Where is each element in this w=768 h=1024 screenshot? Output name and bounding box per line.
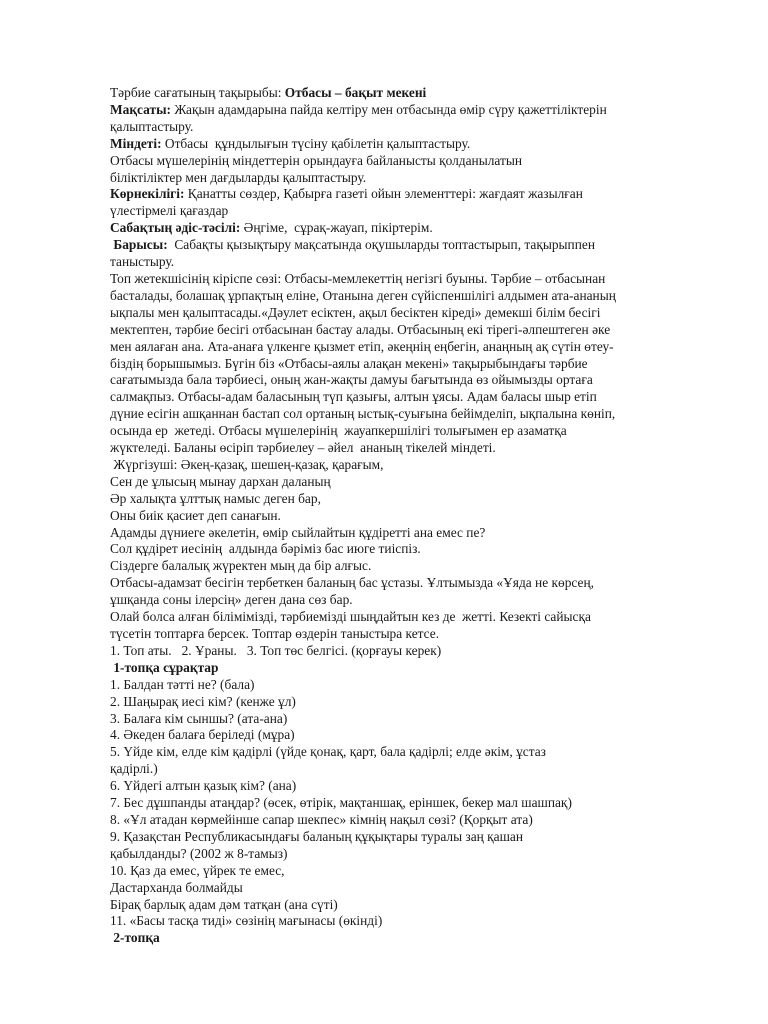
- paragraph-line: мен аялаған ана. Ата-анаға үлкенге қызмет етіп, әкеңнің еңбегін, анаңның ақ сүтін өтеу-: [110, 338, 614, 354]
- task-line: [110, 136, 710, 153]
- poem-line: Олай болса алған білімімізді, тәрбиемізді шыңдайтын кез де жетті. Кезекті сайысқа: [110, 609, 591, 625]
- poem-line: 1. Топ аты. 2. Ұраны. 3. Топ төс белгісі. (қорғауы керек): [110, 642, 442, 658]
- title-label: Тәрбие сағатының тақырыбы:: [110, 85, 285, 100]
- method-text: Әңгіме, сұрақ-жауап, пікіртерім.: [240, 220, 433, 236]
- question-line: 9. Қазақстан Республикасындағы баланың құқықтары туралы заң қашан: [110, 828, 524, 844]
- paragraph-line: жүктеледі. Баланы өсіріп тәрбиелеу – әйел ананың тікелей міндеті.: [110, 440, 496, 456]
- question-line: 11. «Басы тасқа тиді» сөзінің мағынасы (өкінді): [110, 913, 383, 929]
- paragraph-line: мектептен, тәрбие бесігі отбасынан бастау алады. Отбасының екі тірегі-әлпештеген әке: [110, 321, 611, 337]
- visual-label: Көрнекілігі:: [110, 186, 185, 202]
- paragraph-line: дүние есігін ашқаннан бастап сол ортаның ыстық-суығына бейімделіп, ықпалына көніп,: [110, 406, 616, 422]
- method-line: [110, 220, 710, 237]
- course-label: Барысы:: [110, 237, 168, 253]
- paragraph-line: салмақпыз. Отбасы-адам баласының түп қазығы, алтын ұясы. Адам баласы шыр етіп: [110, 389, 597, 405]
- question-line: 4. Әкеден балаға беріледі (мұра): [110, 727, 295, 743]
- poem-line: Жүргізуші: Әкең-қазақ, шешең-қазақ, қарағым,: [110, 456, 384, 472]
- paragraph-line: біздің борышымыз. Бүгін біз «Отбасы-аялы алақан мекені» тақырыбындағы тәрбие: [110, 355, 588, 371]
- aim-label: Мақсаты:: [110, 101, 171, 117]
- poem-line: Сол құдірет иесінің алдында бәріміз бас июге тиіспіз.: [110, 541, 421, 557]
- group1-questions: [110, 677, 710, 931]
- poem-line: Сен де ұлысың мынау дархан даланың: [110, 473, 331, 489]
- question-line: 3. Балаға кім сыншы? (ата-ана): [110, 710, 288, 726]
- document-page: [110, 85, 710, 947]
- poem-block: [110, 457, 710, 660]
- question-line: қабылданды? (2002 ж 8-тамыз): [110, 845, 288, 861]
- question-line: Дастарханда болмайды: [110, 879, 243, 895]
- task-label: Міндеті:: [110, 135, 162, 151]
- group2-heading: 2-топқа: [110, 930, 160, 946]
- poem-line: Адамды дүниеге әкелетін, өмір сыйлайтын құдіретті ана емес пе?: [110, 524, 486, 540]
- task-line-2: Отбасы мүшелерінің міндеттерін орындауға байланысты қолданылатын: [110, 152, 523, 168]
- question-line: 6. Үйдегі алтын қазық кім? (ана): [110, 778, 297, 794]
- task-line-3: біліктіліктер мен дағдыларды қалыптастыру.: [110, 169, 367, 185]
- task-text: Отбасы құндылығын түсіну қабілетін қалыптастыру.: [161, 135, 471, 151]
- group1-heading: 1-топқа сұрақтар: [110, 659, 219, 675]
- question-line: 7. Бес дұшпанды атаңдар? (өсек, өтірік, мақтаншақ, еріншек, бекер мал шашпақ): [110, 795, 572, 811]
- poem-line: Отбасы-адамзат бесігін тербеткен баланың бас ұстазы. Ұлтымызда «Ұяда не көрсең,: [110, 575, 594, 591]
- title-value: Отбасы – бақыт мекені: [284, 85, 427, 100]
- question-line: 5. Үйде кім, елде кім қадірлі (үйде қонақ, қарт, бала қадірлі; елде әкім, ұстаз: [110, 744, 546, 760]
- aim-line-2: қалыптастыру.: [110, 118, 194, 134]
- poem-line: Оны биік қасиет деп санағын.: [110, 507, 281, 523]
- question-line: 10. Қаз да емес, үйрек те емес,: [110, 862, 285, 878]
- visual-line: [110, 186, 710, 203]
- aim-text: Жақын адамдарына пайда келтіру мен отбасында өмір сүру қажеттіліктерін: [171, 101, 607, 117]
- method-label: Сабақтың әдіс-тәсілі:: [110, 220, 241, 236]
- question-line: 2. Шаңырақ иесі кім? (кенже ұл): [110, 693, 296, 709]
- question-line: Бірақ барлық адам дәм татқан (ана сүті): [110, 896, 338, 912]
- course-line-2: таныстыру.: [110, 254, 175, 270]
- paragraph-line: Топ жетекшісінің кіріспе сөзі: Отбасы-мемлекеттің негізгі буыны. Тәрбие – отбасынан: [110, 270, 606, 286]
- question-line: 8. «Ұл атадан көрмейінше сапар шекпес» кімнің нақыл сөзі? (Қорқыт ата): [110, 811, 533, 827]
- question-line: қадірлі.): [110, 761, 158, 777]
- poem-line: Әр халықта ұлттық намыс деген бар,: [110, 490, 321, 506]
- poem-line: ұшқанда соны ілерсің» деген дана сөз бар.: [110, 592, 353, 608]
- course-line: [110, 237, 710, 254]
- intro-paragraph: [110, 271, 710, 457]
- visual-line-2: үлестірмелі қағаздар: [110, 203, 229, 219]
- paragraph-line: ықпалы мен қалыптасады.«Дәулет есіктен, ақыл бесіктен кіреді» демекші білім бесігі: [110, 304, 601, 320]
- paragraph-line: осында ер жетеді. Отбасы мүшелерінің жауапкершілігі толығымен ер азаматқа: [110, 423, 567, 439]
- visual-text: Қанатты сөздер, Қабырға газеті ойын элементтері: жағдаят жазылған: [184, 186, 583, 202]
- paragraph-line: сағатымызда бала тәрбиесі, оның жан-жақты дамуы бағытында өз ойымызды ортаға: [110, 372, 593, 388]
- course-text: Сабақты қызықтыру мақсатында оқушыларды топтастырып, тақырыппен: [167, 237, 595, 253]
- title-line: [110, 85, 710, 102]
- paragraph-line: басталады, болашақ ұрпақтың еліне, Отанына деген сүйіспеншілігі алдымен ата-ананың: [110, 287, 616, 303]
- aim-line: [110, 102, 710, 119]
- poem-line: Сіздерге балалық жүректен мың да бір алғыс.: [110, 558, 372, 574]
- question-line: 1. Балдан тәтті не? (бала): [110, 676, 255, 692]
- poem-line: түсетін топтарға берсек. Топтар өздерін таныстыра кетсе.: [110, 626, 440, 641]
